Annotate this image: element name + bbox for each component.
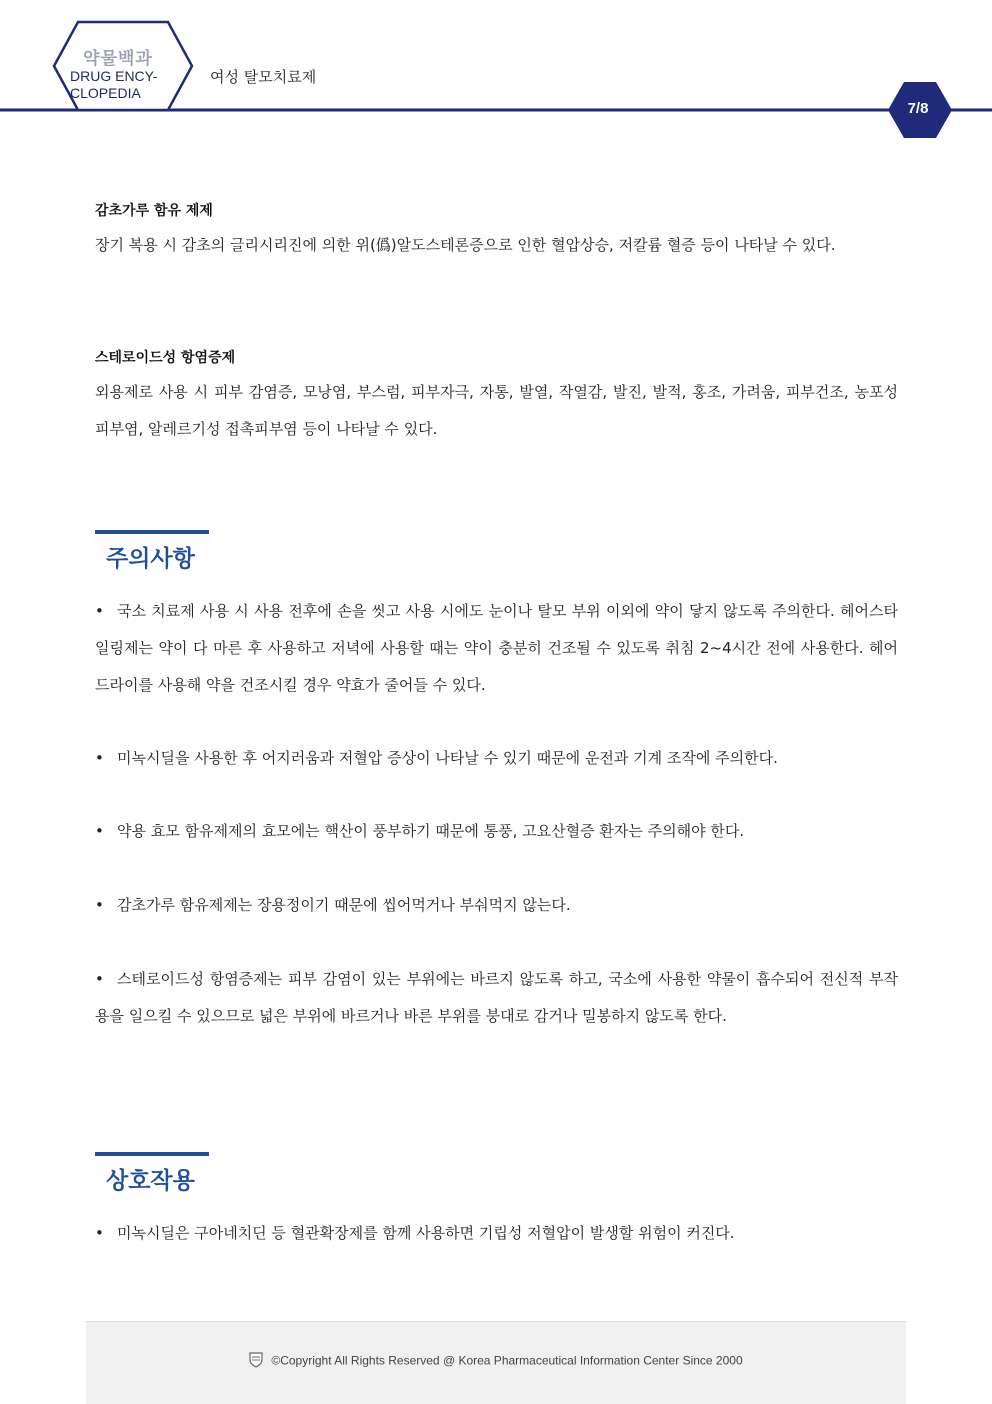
side-effect-steroid	[95, 347, 898, 448]
section-title-interactions: 상호작용	[106, 1168, 195, 1194]
page-header	[0, 0, 992, 140]
section-bar	[95, 530, 209, 534]
paragraph: 장기 복용 시 감초의 글리시리진에 의한 위(僞)알도스테론증으로 인한 혈압상승, 저칼륨 혈증 등이 나타날 수 있다.	[95, 236, 836, 254]
subsection-title: 스테로이드성 항염증제	[95, 350, 236, 366]
list-item-text: 국소 치료제 사용 시 사용 전후에 손을 씻고 사용 시에도 눈이나 탈모 부위 이외에 약이 닿지 않도록 주의한다. 헤어스타일링제는 약이 다 마른 후 사용하고 저녁에 사용할 때는 약이 충분히 건조될 수 있도록 취침 2~4시간 전에 사용한다. 헤어드라이를 사용해 약을 건조시킬 경우 약효가 줄어들 수 있다.	[95, 602, 898, 694]
section-bar	[95, 1152, 209, 1156]
bullet-dot: •	[95, 970, 104, 988]
bullet-dot: •	[95, 896, 104, 914]
shield-logo-icon	[249, 1352, 263, 1371]
bullet-dot: •	[95, 749, 104, 767]
subsection-title: 감초가루 함유 제제	[95, 203, 213, 219]
list-item-text: 약용 효모 함유제제의 효모에는 핵산이 풍부하기 때문에 통풍, 고요산혈증 환자는 주의해야 한다.	[117, 822, 745, 840]
list-item	[95, 813, 898, 850]
logo-english-line2: CLOPEDIA	[70, 85, 141, 101]
page-number: 7/8	[907, 100, 929, 117]
copyright-text: ©Copyright All Rights Reserved @ Korea Pharmaceutical Information Center Since 2000	[271, 1353, 743, 1368]
logo-english-line1: DRUG ENCY-	[70, 68, 158, 84]
page-footer	[86, 1321, 906, 1404]
side-effect-licorice	[95, 200, 898, 264]
list-item-text: 미녹시딜은 구아네치딘 등 혈관확장제를 함께 사용하면 기립성 저혈압이 발생할 위험이 커진다.	[117, 1224, 735, 1242]
list-item	[95, 740, 898, 777]
paragraph: 외용제로 사용 시 피부 감염증, 모낭염, 부스럼, 피부자극, 자통, 발열, 작열감, 발진, 발적, 홍조, 가려움, 피부건조, 농포성 피부염, 알레르기성 접촉피부염 등이 나타날 수 있다.	[95, 383, 898, 438]
list-item	[95, 593, 898, 704]
list-item-text: 스테로이드성 항염증제는 피부 감염이 있는 부위에는 바르지 않도록 하고, 국소에 사용한 약물이 흡수되어 전신적 부작용을 일으킬 수 있으므로 넓은 부위에 바르거나 바른 부위를 붕대로 감거나 밀봉하지 않도록 한다.	[95, 970, 898, 1025]
logo-english	[70, 68, 170, 102]
logo-korean: 약물백과	[83, 49, 153, 69]
bullet-dot: •	[95, 822, 104, 840]
footer-content	[86, 1352, 906, 1371]
bullet-dot: •	[95, 602, 104, 620]
list-item-text: 미녹시딜을 사용한 후 어지러움과 저혈압 증상이 나타날 수 있기 때문에 운전과 기계 조작에 주의한다.	[117, 749, 778, 767]
list-item	[95, 961, 898, 1035]
list-item	[95, 1215, 898, 1252]
list-item	[95, 887, 898, 924]
list-item-text: 감초가루 함유제제는 장용정이기 때문에 씹어먹거나 부숴먹지 않는다.	[117, 896, 571, 914]
document-title: 여성 탈모치료제	[210, 68, 317, 86]
bullet-dot: •	[95, 1224, 104, 1242]
section-title-precautions: 주의사항	[106, 546, 195, 572]
